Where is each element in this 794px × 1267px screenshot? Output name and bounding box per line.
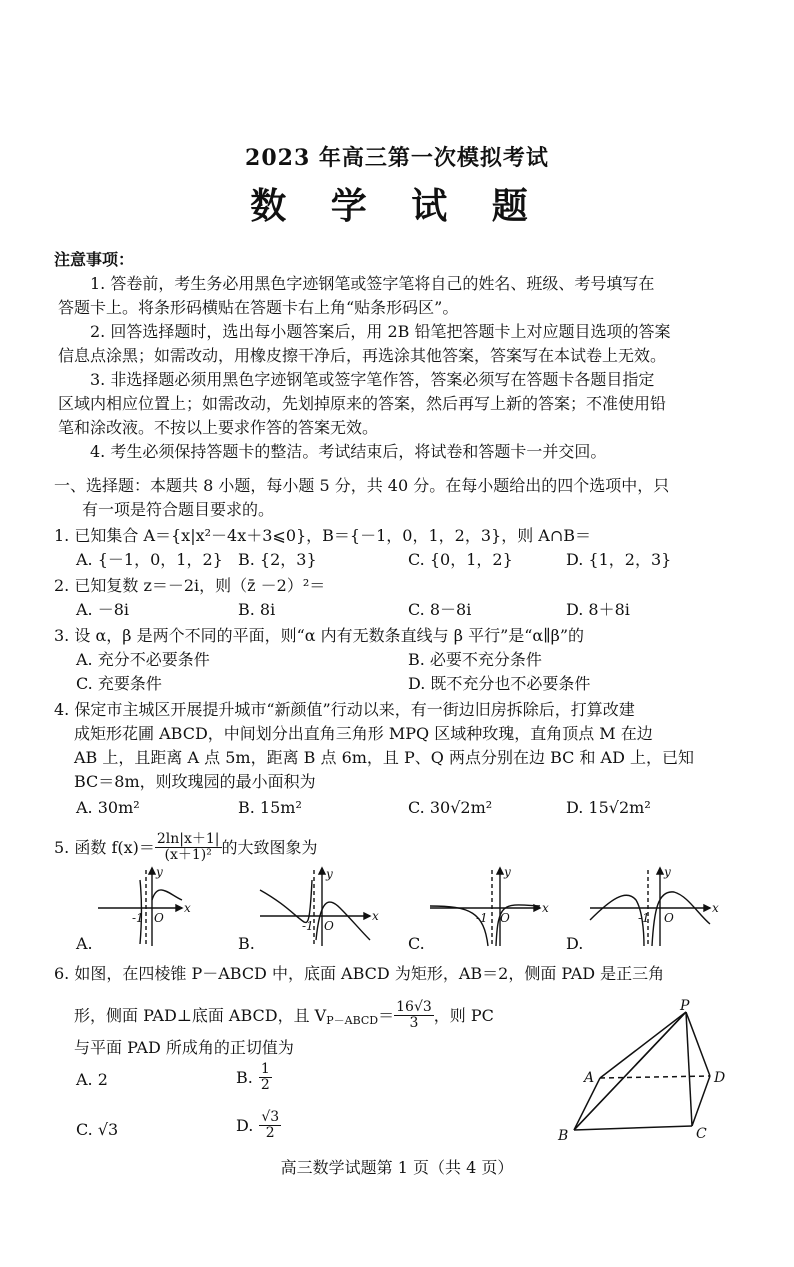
graph-c bbox=[430, 868, 540, 946]
fig-label-a: A bbox=[584, 1070, 595, 1086]
question-6-line2 bbox=[74, 1000, 494, 1032]
q2-option-d: D. 8＋8i bbox=[566, 600, 630, 619]
question-4-line: AB 上，且距离 A 点 5m，距离 B 点 6m，且 P、Q 两点分别在边 BC 和 AD 上，已知 bbox=[74, 748, 695, 767]
graph-a-neg-one: -1 bbox=[132, 911, 144, 925]
q5-option-c: C. bbox=[408, 934, 425, 953]
graph-c-origin: O bbox=[500, 911, 510, 925]
q3-option-c: C. 充要条件 bbox=[76, 674, 162, 693]
question-4-line: 4. 保定市主城区开展提升城市“新颜值”行动以来，有一街边旧房拆除后，打算改建 bbox=[54, 700, 635, 719]
graph-b bbox=[260, 868, 370, 946]
graph-b-y-label: y bbox=[326, 867, 333, 881]
section-heading: 一、选择题：本题共 8 小题，每小题 5 分，共 40 分。在每小题给出的四个选项中，只 bbox=[54, 476, 670, 495]
q4-option-d: D. 15√2m² bbox=[566, 798, 651, 817]
q2-option-a: A. －8i bbox=[76, 600, 130, 619]
question-3-stem: 3. 设 α，β 是两个不同的平面，则“α 内有无数条直线与 β 平行”是“α∥β”的 bbox=[54, 626, 585, 645]
q6-option-a: A. 2 bbox=[76, 1070, 108, 1089]
fig-label-p: P bbox=[680, 998, 690, 1014]
question-4-line: BC＝8m，则玫瑰园的最小面积为 bbox=[74, 772, 316, 791]
q6-option-b-num: 1 bbox=[260, 1061, 270, 1077]
question-1-stem: 1. 已知集合 A＝{x|x²－4x＋3⩽0}，B＝{－1，0，1，2，3}，则 A∩B＝ bbox=[54, 526, 591, 545]
q5-frac-num: 2ln|x＋1| bbox=[156, 831, 220, 847]
question-2-stem: 2. 已知复数 z＝－2i，则（z̄ －2）²＝ bbox=[54, 576, 326, 595]
graph-a-y-label: y bbox=[156, 865, 163, 879]
subject-title: 数 学 试 题 bbox=[250, 185, 544, 227]
q6-option-d-label: D. bbox=[236, 1115, 254, 1135]
q5-option-a: A. bbox=[76, 934, 93, 953]
question-6-line3: 与平面 PAD 所成角的正切值为 bbox=[74, 1038, 294, 1057]
pyramid-figure bbox=[550, 998, 740, 1148]
section-heading-cont: 有一项是符合题目要求的。 bbox=[82, 500, 275, 519]
q5-frac-den: (x＋1)² bbox=[164, 847, 212, 864]
notes-heading: 注意事项： bbox=[54, 250, 135, 269]
graph-d-x-label: x bbox=[712, 901, 719, 915]
q5-suffix: 的大致图象为 bbox=[221, 837, 318, 857]
q6-volume-fraction bbox=[394, 1000, 434, 1032]
q1-option-a: A. {－1，0，1，2} bbox=[76, 550, 223, 569]
q1-option-d: D. {1，2，3} bbox=[566, 550, 672, 569]
graph-a-x-label: x bbox=[184, 901, 191, 915]
graph-b-x-label: x bbox=[372, 909, 379, 923]
q5-graphs bbox=[70, 860, 730, 952]
graph-d bbox=[590, 868, 710, 946]
q4-option-a: A. 30m² bbox=[76, 798, 140, 817]
fig-label-d: D bbox=[714, 1070, 726, 1086]
notes-line: 笔和涂改液。不按以上要求作答的答案无效。 bbox=[58, 418, 379, 437]
q6-option-b-den: 2 bbox=[260, 1077, 270, 1094]
notes-line: 2. 回答选择题时，选出每小题答案后，用 2B 铅笔把答题卡上对应题目选项的答案 bbox=[90, 322, 671, 341]
q6-option-d-num: √3 bbox=[261, 1109, 280, 1125]
exam-title: 2023 年高三第一次模拟考试 bbox=[245, 145, 549, 171]
q2-option-b: B. 8i bbox=[238, 600, 276, 619]
graph-b-origin: O bbox=[324, 919, 334, 933]
question-6-line1: 6. 如图，在四棱锥 P－ABCD 中，底面 ABCD 为矩形，AB＝2，侧面 PAD 是正三角 bbox=[54, 964, 665, 983]
notes-line: 4. 考生必须保持答题卡的整洁。考试结束后，将试卷和答题卡一并交回。 bbox=[90, 442, 607, 461]
q6-line2-post: ，则 PC bbox=[433, 1005, 494, 1025]
q6-option-d bbox=[236, 1110, 281, 1142]
q3-option-b: B. 必要不充分条件 bbox=[408, 650, 542, 669]
graph-a bbox=[98, 868, 182, 946]
q2-option-c: C. 8－8i bbox=[408, 600, 472, 619]
notes-line: 答题卡上。将条形码横贴在答题卡右上角“贴条形码区”。 bbox=[58, 298, 459, 317]
graph-c-neg-one: -1 bbox=[476, 911, 488, 925]
q6-option-b bbox=[236, 1062, 272, 1094]
q4-option-c: C. 30√2m² bbox=[408, 798, 493, 817]
notes-line: 信息点涂黑；如需改动，用橡皮擦干净后，再选涂其他答案，答案写在本试卷上无效。 bbox=[58, 346, 667, 365]
q6-frac-num: 16√3 bbox=[396, 999, 432, 1015]
q5-fraction bbox=[155, 832, 222, 864]
q6-option-d-frac bbox=[259, 1110, 281, 1142]
q6-frac-den: 3 bbox=[409, 1015, 419, 1032]
notes-line: 1. 答卷前，考生务必用黑色字迹钢笔或签字笔将自己的姓名、班级、考号填写在 bbox=[90, 274, 655, 293]
q6-option-b-label: B. bbox=[236, 1067, 253, 1087]
q6-line2-eq: ＝ bbox=[378, 1005, 395, 1025]
fig-label-b: B bbox=[558, 1128, 569, 1144]
q1-option-b: B. {2，3} bbox=[238, 550, 317, 569]
q5-option-d: D. bbox=[566, 934, 584, 953]
graph-d-neg-one: -1 bbox=[638, 911, 650, 925]
question-4-line: 成矩形花圃 ABCD，中间划分出直角三角形 MPQ 区域种玫瑰，直角顶点 M 在边 bbox=[74, 724, 653, 743]
q3-option-a: A. 充分不必要条件 bbox=[76, 650, 210, 669]
q6-option-b-frac bbox=[259, 1062, 272, 1094]
q6-option-d-den: 2 bbox=[265, 1125, 275, 1142]
q4-option-b: B. 15m² bbox=[238, 798, 302, 817]
q5-option-b: B. bbox=[238, 934, 255, 953]
q6-line2-pre: 形，侧面 PAD⊥底面 ABCD，且 V bbox=[74, 1005, 327, 1025]
fig-label-c: C bbox=[696, 1126, 707, 1142]
graph-b-neg-one: -1 bbox=[302, 919, 314, 933]
graph-c-y-label: y bbox=[504, 865, 511, 879]
q3-option-d: D. 既不充分也不必要条件 bbox=[408, 674, 591, 693]
q6-option-c: C. √3 bbox=[76, 1120, 119, 1139]
graph-d-origin: O bbox=[664, 911, 674, 925]
q6-volume-subscript: P－ABCD bbox=[326, 1014, 379, 1028]
q1-option-c: C. {0，1，2} bbox=[408, 550, 513, 569]
graph-a-origin: O bbox=[154, 911, 164, 925]
page-footer: 高三数学试题第 1 页（共 4 页） bbox=[280, 1158, 514, 1177]
q5-prefix: 5. 函数 f(x)＝ bbox=[54, 837, 155, 857]
question-5-stem bbox=[54, 832, 318, 864]
notes-line: 区域内相应位置上；如需改动，先划掉原来的答案，然后再写上新的答案；不准使用铅 bbox=[58, 394, 667, 413]
graph-c-x-label: x bbox=[542, 901, 549, 915]
notes-line: 3. 非选择题必须用黑色字迹钢笔或签字笔作答，答案必须写在答题卡各题目指定 bbox=[90, 370, 655, 389]
graph-d-y-label: y bbox=[664, 865, 671, 879]
